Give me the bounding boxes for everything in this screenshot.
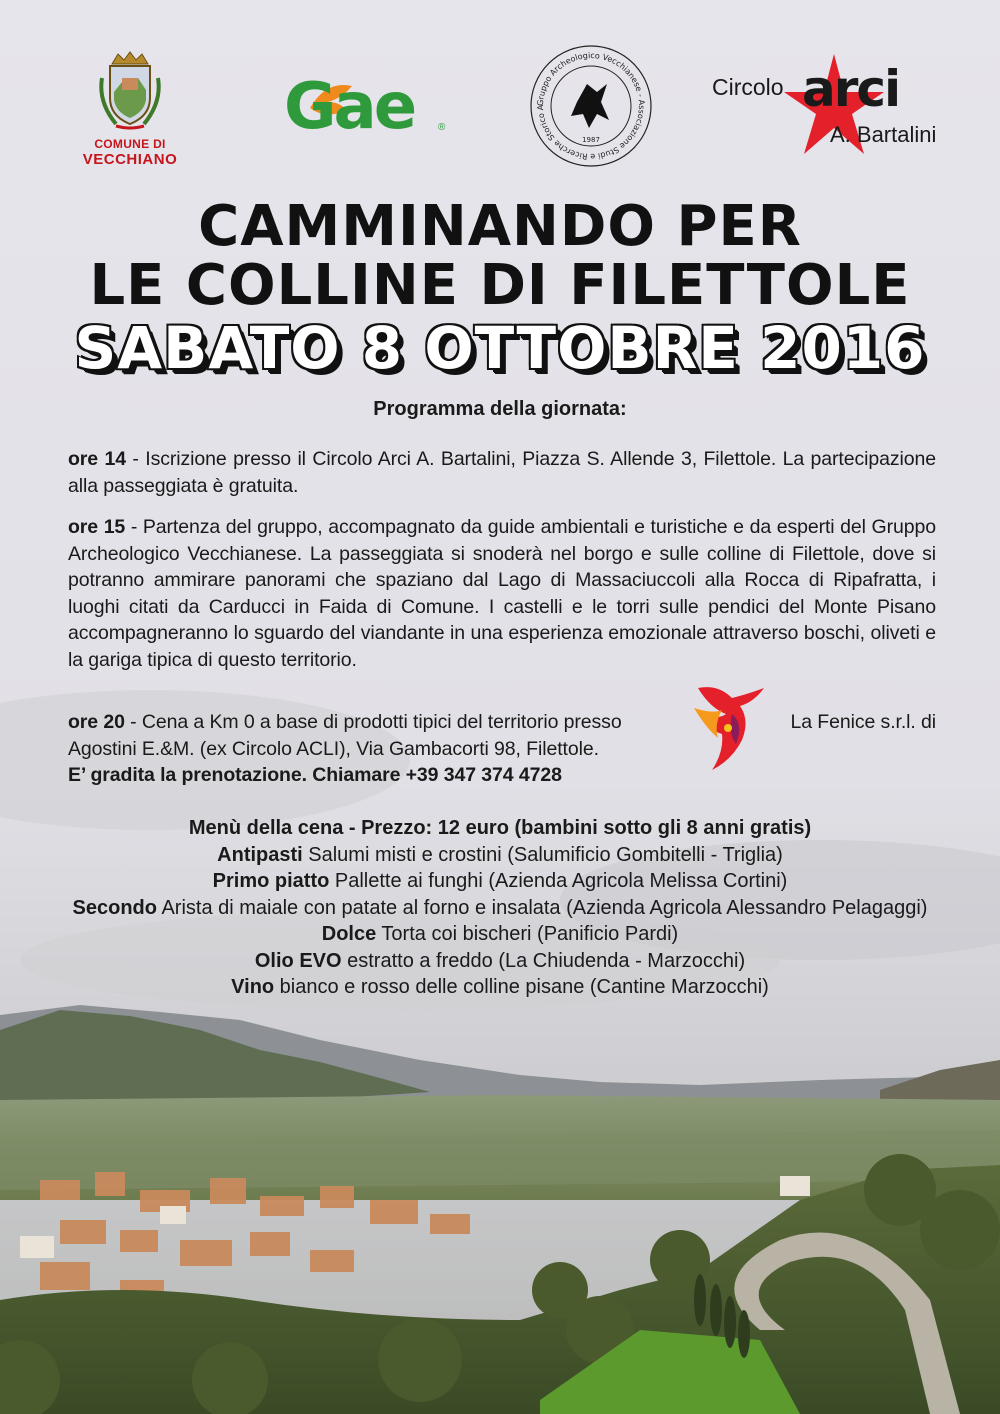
gruppo-archeologico-logo (527, 42, 655, 170)
program-item-15 (68, 514, 936, 673)
program-text-20-c: Agostini E.&M. (ex Circolo ACLI), Via Gambacorti 98, Filettole. (68, 737, 599, 760)
program-item-14 (68, 446, 936, 499)
menu-item-label: Secondo (72, 896, 157, 919)
menu-item-antipasti (0, 842, 1000, 869)
menu-item-label: Dolce (321, 923, 377, 945)
menu-heading: Menù della cena - Prezzo: 12 euro (bambini sotto gli 8 anni gratis) (188, 817, 812, 839)
comune-line1: COMUNE DI (94, 137, 166, 151)
menu-item-vino (0, 974, 1000, 1001)
menu-item-olio (0, 948, 1000, 975)
title-line1: CAMMINANDO PER (198, 194, 802, 259)
program-text-20-b: La Fenice s.r.l. di (790, 711, 936, 733)
menu-item-text: Torta coi bischeri (Panificio Pardi) (376, 923, 679, 945)
program-time-15: ore 15 (68, 516, 126, 538)
arci-wordmark: arci (802, 60, 900, 118)
menu-item-text: Salumi misti e crostini (Salumificio Gombitelli - Triglia) (302, 843, 783, 866)
program-time-20: ore 20 (68, 711, 125, 733)
menu-item-label: Vino (231, 976, 275, 998)
gruppo-year: 1987 (582, 136, 600, 144)
circolo-arci-logo (708, 50, 948, 160)
menu-item-dolce (0, 921, 1000, 948)
event-date: SABATO 8 OTTOBRE 2016 (74, 314, 926, 382)
gae-registered: ® (438, 122, 446, 133)
gruppo-ring-text: Gruppo Archeologico Vecchianese - Associazione Studi e Ricerche Storico A (535, 50, 647, 162)
la-fenice-logo-icon (688, 684, 770, 774)
dinner-menu (0, 815, 1000, 1001)
coat-of-arms-icon (98, 48, 162, 130)
program-text-14: - Iscrizione presso il Circolo Arci A. Bartalini, Piazza S. Allende 3, Filettole. La partecipazione alla passeggiata è gratuita. (68, 448, 936, 497)
program-item-20 (68, 709, 936, 789)
menu-item-primo (0, 868, 1000, 895)
gae-wordmark: Gae (284, 70, 415, 144)
menu-item-label: Antipasti (217, 843, 303, 866)
arci-circolo: Circolo (712, 74, 784, 100)
comune-di-vecchiano-logo (70, 48, 190, 168)
menu-item-text: bianco e rosso delle colline pisane (Cantine Marzocchi) (274, 976, 769, 998)
menu-item-text: estratto a freddo (La Chiudenda - Marzocchi) (341, 949, 746, 972)
program-time-14: ore 14 (68, 448, 126, 470)
arci-bartalini: A. Bartalini (830, 122, 937, 147)
menu-item-text: Arista di maiale con patate al forno e insalata (Azienda Agricola Alessandro Pelagaggi) (156, 896, 928, 919)
gae-logo (284, 70, 454, 145)
program-text-20-a: - Cena a Km 0 a base di prodotti tipici del territorio presso (124, 711, 622, 733)
comune-line2: VECCHIANO (82, 151, 178, 168)
booking-info: E’ gradita la prenotazione. Chiamare +39 347 374 4728 (68, 764, 562, 786)
menu-item-label: Primo piatto (212, 870, 330, 892)
title-line2: LE COLLINE DI FILETTOLE (89, 253, 911, 318)
menu-item-label: Olio EVO (254, 949, 342, 972)
menu-item-text: Pallette ai funghi (Azienda Agricola Melissa Cortini) (329, 870, 788, 892)
gruppo-archeologico-seal-icon (527, 42, 655, 170)
program-text-15: - Partenza del gruppo, accompagnato da guide ambientali e turistiche e da esperti del Gruppo Archeologico Vecchianese. La passeggiata si snoderà nel borgo e sulle colline di Filettole, dove si potranno ammirare panorami che spaziano dal Lago di Massaciuccoli alla Rocca di Ripafratta, i luoghi citati da Carducci in Faida di Comune. I castelli e le torri sulle pendici del Monte Pisano accompagneranno lo sguardo del viandante in una esperienza emozionale attraverso boschi, oliveti e la gariga tipica di questo territorio. (68, 516, 936, 671)
menu-item-secondo (0, 895, 1000, 922)
program-heading: Programma della giornata: (373, 398, 627, 420)
